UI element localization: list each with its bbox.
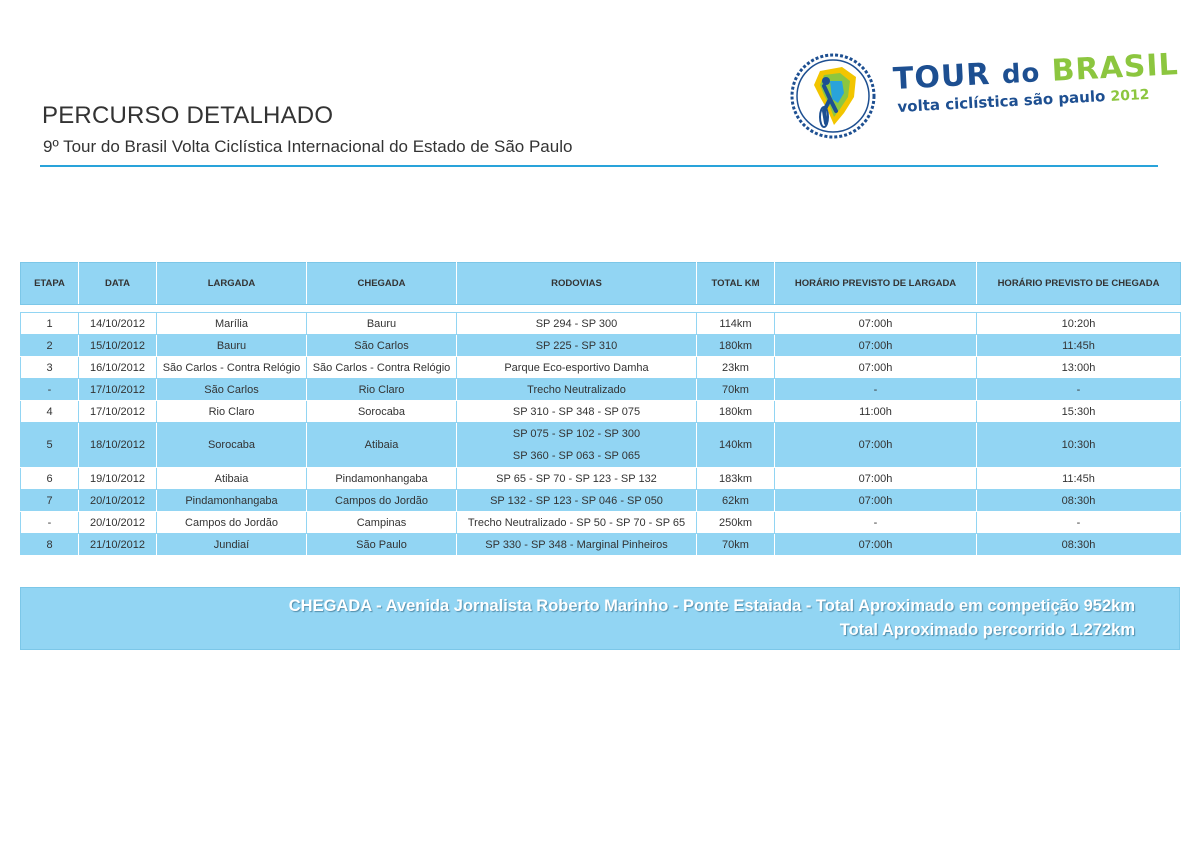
cell-rodovias: SP 225 - SP 310	[457, 335, 697, 357]
cell-h-chegada: 08:30h	[977, 490, 1181, 512]
cell-h-largada: 07:00h	[775, 357, 977, 379]
cell-rodovias: SP 310 - SP 348 - SP 075	[457, 401, 697, 423]
route-table	[20, 262, 1181, 556]
cell-chegada: Bauru	[307, 313, 457, 335]
col-header-horario-largada: HORÁRIO PREVISTO DE LARGADA	[775, 263, 977, 305]
cell-largada: Pindamonhangaba	[157, 490, 307, 512]
cell-largada: Bauru	[157, 335, 307, 357]
cell-rodovias: SP 330 - SP 348 - Marginal Pinheiros	[457, 534, 697, 556]
cell-chegada: Campos do Jordão	[307, 490, 457, 512]
cell-km: 250km	[697, 512, 775, 534]
rodovias-line-1: SP 075 - SP 102 - SP 300	[512, 428, 641, 440]
col-header-data: DATA	[79, 263, 157, 305]
cell-rodovias: SP 65 - SP 70 - SP 123 - SP 132	[457, 468, 697, 490]
cell-etapa: 2	[21, 335, 79, 357]
cell-largada: São Carlos - Contra Relógio	[157, 357, 307, 379]
cyclist-logo-icon	[790, 53, 876, 139]
cell-data: 16/10/2012	[79, 357, 157, 379]
table-row	[21, 357, 1181, 379]
page-subtitle: 9º Tour do Brasil Volta Ciclística Internacional do Estado de São Paulo	[43, 137, 573, 156]
table-row	[21, 534, 1181, 556]
cell-km: 70km	[697, 379, 775, 401]
cell-etapa: 5	[21, 423, 79, 468]
cell-data: 17/10/2012	[79, 379, 157, 401]
cell-km: 70km	[697, 534, 775, 556]
logo-sub-text: volta ciclística são paulo	[897, 87, 1106, 116]
cell-largada: Atibaia	[157, 468, 307, 490]
cell-data: 17/10/2012	[79, 401, 157, 423]
col-header-etapa: ETAPA	[21, 263, 79, 305]
cell-h-largada: 11:00h	[775, 401, 977, 423]
col-header-rodovias: RODOVIAS	[457, 263, 697, 305]
col-header-total-km: TOTAL KM	[697, 263, 775, 305]
cell-rodovias: Trecho Neutralizado	[457, 379, 697, 401]
cell-etapa: -	[21, 512, 79, 534]
cell-km: 23km	[697, 357, 775, 379]
table-row	[21, 313, 1181, 335]
cell-etapa: 3	[21, 357, 79, 379]
cell-h-largada: -	[775, 512, 977, 534]
cell-h-chegada: 08:30h	[977, 534, 1181, 556]
cell-data: 20/10/2012	[79, 490, 157, 512]
cell-h-largada: 07:00h	[775, 313, 977, 335]
cell-h-largada: 07:00h	[775, 534, 977, 556]
cell-largada: Campos do Jordão	[157, 512, 307, 534]
summary-line-2: Total Aproximado percorrido 1.272km	[839, 621, 1135, 639]
cell-data: 15/10/2012	[79, 335, 157, 357]
cell-data: 21/10/2012	[79, 534, 157, 556]
cell-etapa: 1	[21, 313, 79, 335]
col-header-chegada: CHEGADA	[307, 263, 457, 305]
cell-h-chegada: -	[977, 512, 1181, 534]
table-header-row	[21, 263, 1181, 305]
cell-largada: Sorocaba	[157, 423, 307, 468]
cell-largada: Rio Claro	[157, 401, 307, 423]
cell-chegada: Sorocaba	[307, 401, 457, 423]
cell-km: 140km	[697, 423, 775, 468]
cell-chegada: São Paulo	[307, 534, 457, 556]
cell-chegada: Campinas	[307, 512, 457, 534]
cell-chegada: São Carlos - Contra Relógio	[307, 357, 457, 379]
arrival-summary-box	[20, 587, 1180, 650]
cell-h-chegada: 10:30h	[977, 423, 1181, 468]
cell-rodovias: SP 132 - SP 123 - SP 046 - SP 050	[457, 490, 697, 512]
table-row	[21, 335, 1181, 357]
cell-h-largada: 07:00h	[775, 490, 977, 512]
cell-h-chegada: 10:20h	[977, 313, 1181, 335]
logo-tour-word: TOUR	[892, 56, 992, 97]
table-row	[21, 379, 1181, 401]
summary-line-1: CHEGADA - Avenida Jornalista Roberto Marinho - Ponte Estaiada - Total Aproximado em competição 952km	[288, 597, 1135, 615]
cell-h-chegada: 13:00h	[977, 357, 1181, 379]
cell-h-chegada: 15:30h	[977, 401, 1181, 423]
cell-largada: São Carlos	[157, 379, 307, 401]
cell-chegada: Rio Claro	[307, 379, 457, 401]
col-header-horario-chegada: HORÁRIO PREVISTO DE CHEGADA	[977, 263, 1181, 305]
cell-km: 180km	[697, 335, 775, 357]
cell-data: 18/10/2012	[79, 423, 157, 468]
cell-etapa: 7	[21, 490, 79, 512]
cell-etapa: 6	[21, 468, 79, 490]
cell-km: 183km	[697, 468, 775, 490]
cell-h-chegada: 11:45h	[977, 335, 1181, 357]
table-row	[21, 512, 1181, 534]
cell-data: 14/10/2012	[79, 313, 157, 335]
cell-largada: Marília	[157, 313, 307, 335]
cell-h-largada: -	[775, 379, 977, 401]
cell-chegada: Pindamonhangaba	[307, 468, 457, 490]
table-row	[21, 468, 1181, 490]
cell-rodovias: Parque Eco-esportivo Damha	[457, 357, 697, 379]
table-row	[21, 401, 1181, 423]
logo-do-word: do	[1001, 58, 1042, 91]
cell-data: 19/10/2012	[79, 468, 157, 490]
table-row	[21, 423, 1181, 468]
cell-chegada: Atibaia	[307, 423, 457, 468]
header-spacer	[21, 305, 1181, 313]
cell-rodovias: SP 294 - SP 300	[457, 313, 697, 335]
page-title: PERCURSO DETALHADO	[42, 102, 334, 129]
cell-etapa: 4	[21, 401, 79, 423]
table-row	[21, 490, 1181, 512]
cell-rodovias	[457, 423, 697, 468]
cell-km: 180km	[697, 401, 775, 423]
rodovias-line-2: SP 360 - SP 063 - SP 065	[512, 450, 641, 462]
cell-etapa: -	[21, 379, 79, 401]
tour-do-brasil-logo	[890, 47, 1180, 130]
cell-rodovias: Trecho Neutralizado - SP 50 - SP 70 - SP 65	[457, 512, 697, 534]
cell-chegada: São Carlos	[307, 335, 457, 357]
cell-km: 62km	[697, 490, 775, 512]
logo-year: 2012	[1110, 86, 1150, 105]
header-divider	[40, 165, 1158, 167]
cell-h-chegada: 11:45h	[977, 468, 1181, 490]
col-header-largada: LARGADA	[157, 263, 307, 305]
cell-km: 114km	[697, 313, 775, 335]
cell-h-largada: 07:00h	[775, 335, 977, 357]
logo-brasil-word: BRASIL	[1050, 47, 1180, 89]
cell-largada: Jundiaí	[157, 534, 307, 556]
cell-h-largada: 07:00h	[775, 468, 977, 490]
cell-data: 20/10/2012	[79, 512, 157, 534]
cell-h-largada: 07:00h	[775, 423, 977, 468]
cell-h-chegada: -	[977, 379, 1181, 401]
cell-etapa: 8	[21, 534, 79, 556]
